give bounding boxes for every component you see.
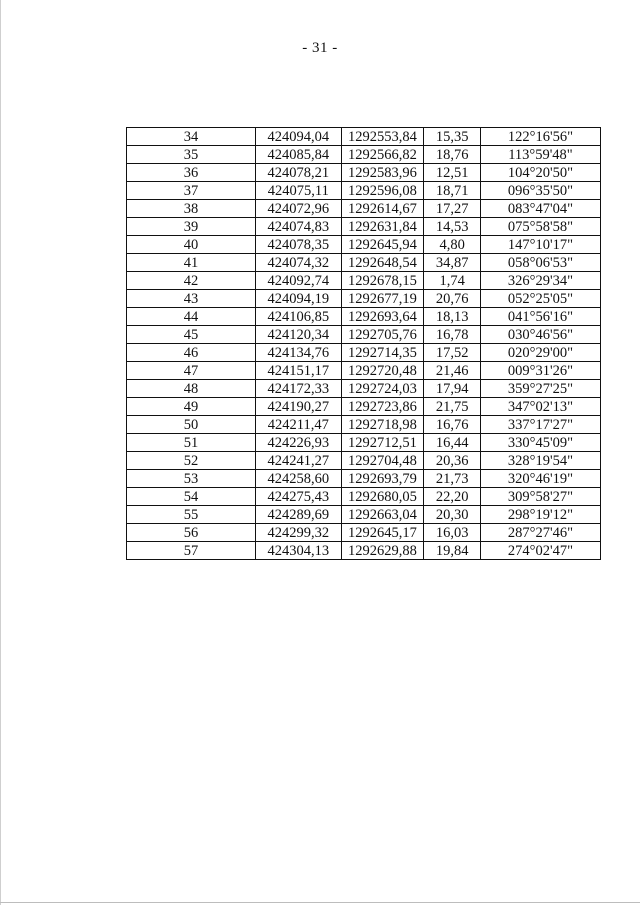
distance-cell: 21,46 [424,362,481,380]
bearing-cell: 009°31'26" [480,362,600,380]
y-coordinate-cell: 1292693,64 [341,308,424,326]
point-number-cell: 55 [127,506,256,524]
x-coordinate-cell: 424151,17 [255,362,341,380]
y-coordinate-cell: 1292718,98 [341,416,424,434]
x-coordinate-cell: 424172,33 [255,380,341,398]
bearing-cell: 328°19'54" [480,452,600,470]
x-coordinate-cell: 424072,96 [255,200,341,218]
bearing-cell: 104°20'50" [480,164,600,182]
point-number-cell: 45 [127,326,256,344]
x-coordinate-cell: 424094,04 [255,128,341,146]
distance-cell: 34,87 [424,254,481,272]
distance-cell: 21,75 [424,398,481,416]
point-number-cell: 40 [127,236,256,254]
table-row [127,452,601,470]
point-number-cell: 34 [127,128,256,146]
table-row [127,254,601,272]
bearing-cell: 075°58'58" [480,218,600,236]
x-coordinate-cell: 424092,74 [255,272,341,290]
x-coordinate-cell: 424190,27 [255,398,341,416]
distance-cell: 17,94 [424,380,481,398]
x-coordinate-cell: 424078,21 [255,164,341,182]
point-number-cell: 38 [127,200,256,218]
x-coordinate-cell: 424078,35 [255,236,341,254]
table-row [127,128,601,146]
x-coordinate-cell: 424134,76 [255,344,341,362]
distance-cell: 16,03 [424,524,481,542]
distance-cell: 20,36 [424,452,481,470]
x-coordinate-cell: 424106,85 [255,308,341,326]
y-coordinate-cell: 1292645,94 [341,236,424,254]
point-number-cell: 53 [127,470,256,488]
distance-cell: 14,53 [424,218,481,236]
distance-cell: 1,74 [424,272,481,290]
distance-cell: 18,76 [424,146,481,164]
point-number-cell: 44 [127,308,256,326]
table-row [127,290,601,308]
point-number-cell: 49 [127,398,256,416]
point-number-cell: 43 [127,290,256,308]
y-coordinate-cell: 1292648,54 [341,254,424,272]
distance-cell: 20,30 [424,506,481,524]
point-number-cell: 41 [127,254,256,272]
y-coordinate-cell: 1292677,19 [341,290,424,308]
bearing-cell: 096°35'50" [480,182,600,200]
y-coordinate-cell: 1292704,48 [341,452,424,470]
distance-cell: 16,44 [424,434,481,452]
point-number-cell: 48 [127,380,256,398]
point-number-cell: 37 [127,182,256,200]
x-coordinate-cell: 424085,84 [255,146,341,164]
point-number-cell: 51 [127,434,256,452]
table-row [127,236,601,254]
y-coordinate-cell: 1292712,51 [341,434,424,452]
point-number-cell: 54 [127,488,256,506]
point-number-cell: 39 [127,218,256,236]
point-number-cell: 35 [127,146,256,164]
table-row [127,380,601,398]
bearing-cell: 309°58'27" [480,488,600,506]
y-coordinate-cell: 1292720,48 [341,362,424,380]
point-number-cell: 50 [127,416,256,434]
distance-cell: 15,35 [424,128,481,146]
bearing-cell: 122°16'56" [480,128,600,146]
point-number-cell: 56 [127,524,256,542]
distance-cell: 18,13 [424,308,481,326]
y-coordinate-cell: 1292631,84 [341,218,424,236]
y-coordinate-cell: 1292678,15 [341,272,424,290]
x-coordinate-cell: 424241,27 [255,452,341,470]
point-number-cell: 52 [127,452,256,470]
table-row [127,182,601,200]
y-coordinate-cell: 1292566,82 [341,146,424,164]
x-coordinate-cell: 424094,19 [255,290,341,308]
distance-cell: 20,76 [424,290,481,308]
x-coordinate-cell: 424211,47 [255,416,341,434]
y-coordinate-cell: 1292553,84 [341,128,424,146]
bearing-cell: 330°45'09" [480,434,600,452]
coordinates-table [126,127,601,560]
distance-cell: 22,20 [424,488,481,506]
point-number-cell: 57 [127,542,256,560]
distance-cell: 21,73 [424,470,481,488]
x-coordinate-cell: 424275,43 [255,488,341,506]
table-row [127,326,601,344]
page-left-edge [0,0,1,905]
y-coordinate-cell: 1292645,17 [341,524,424,542]
y-coordinate-cell: 1292705,76 [341,326,424,344]
distance-cell: 17,52 [424,344,481,362]
table-row [127,272,601,290]
bearing-cell: 113°59'48" [480,146,600,164]
x-coordinate-cell: 424074,32 [255,254,341,272]
table-row [127,470,601,488]
table-row [127,362,601,380]
bearing-cell: 020°29'00" [480,344,600,362]
distance-cell: 19,84 [424,542,481,560]
x-coordinate-cell: 424299,32 [255,524,341,542]
bearing-cell: 147°10'17" [480,236,600,254]
table-row [127,524,601,542]
distance-cell: 17,27 [424,200,481,218]
table-row [127,434,601,452]
table-row [127,164,601,182]
y-coordinate-cell: 1292714,35 [341,344,424,362]
y-coordinate-cell: 1292724,03 [341,380,424,398]
bearing-cell: 287°27'46" [480,524,600,542]
bearing-cell: 041°56'16" [480,308,600,326]
y-coordinate-cell: 1292596,08 [341,182,424,200]
bearing-cell: 347°02'13" [480,398,600,416]
x-coordinate-cell: 424075,11 [255,182,341,200]
x-coordinate-cell: 424120,34 [255,326,341,344]
x-coordinate-cell: 424304,13 [255,542,341,560]
table-row [127,488,601,506]
y-coordinate-cell: 1292629,88 [341,542,424,560]
bearing-cell: 326°29'34" [480,272,600,290]
y-coordinate-cell: 1292583,96 [341,164,424,182]
bearing-cell: 298°19'12" [480,506,600,524]
y-coordinate-cell: 1292693,79 [341,470,424,488]
table-row [127,308,601,326]
distance-cell: 16,76 [424,416,481,434]
table-row [127,218,601,236]
y-coordinate-cell: 1292614,67 [341,200,424,218]
x-coordinate-cell: 424074,83 [255,218,341,236]
point-number-cell: 47 [127,362,256,380]
point-number-cell: 36 [127,164,256,182]
point-number-cell: 42 [127,272,256,290]
bearing-cell: 030°46'56" [480,326,600,344]
bearing-cell: 052°25'05" [480,290,600,308]
distance-cell: 16,78 [424,326,481,344]
page-bottom-edge [0,902,640,903]
point-number-cell: 46 [127,344,256,362]
table-row [127,506,601,524]
table-row [127,398,601,416]
y-coordinate-cell: 1292723,86 [341,398,424,416]
x-coordinate-cell: 424289,69 [255,506,341,524]
y-coordinate-cell: 1292663,04 [341,506,424,524]
x-coordinate-cell: 424226,93 [255,434,341,452]
bearing-cell: 337°17'27" [480,416,600,434]
table-row [127,416,601,434]
page-number: - 31 - [302,40,338,56]
coordinates-table-body [127,128,601,560]
distance-cell: 18,71 [424,182,481,200]
bearing-cell: 274°02'47" [480,542,600,560]
y-coordinate-cell: 1292680,05 [341,488,424,506]
bearing-cell: 083°47'04" [480,200,600,218]
table-row [127,200,601,218]
table-row [127,344,601,362]
bearing-cell: 058°06'53" [480,254,600,272]
bearing-cell: 320°46'19" [480,470,600,488]
distance-cell: 12,51 [424,164,481,182]
table-row [127,146,601,164]
bearing-cell: 359°27'25" [480,380,600,398]
x-coordinate-cell: 424258,60 [255,470,341,488]
distance-cell: 4,80 [424,236,481,254]
table-row [127,542,601,560]
